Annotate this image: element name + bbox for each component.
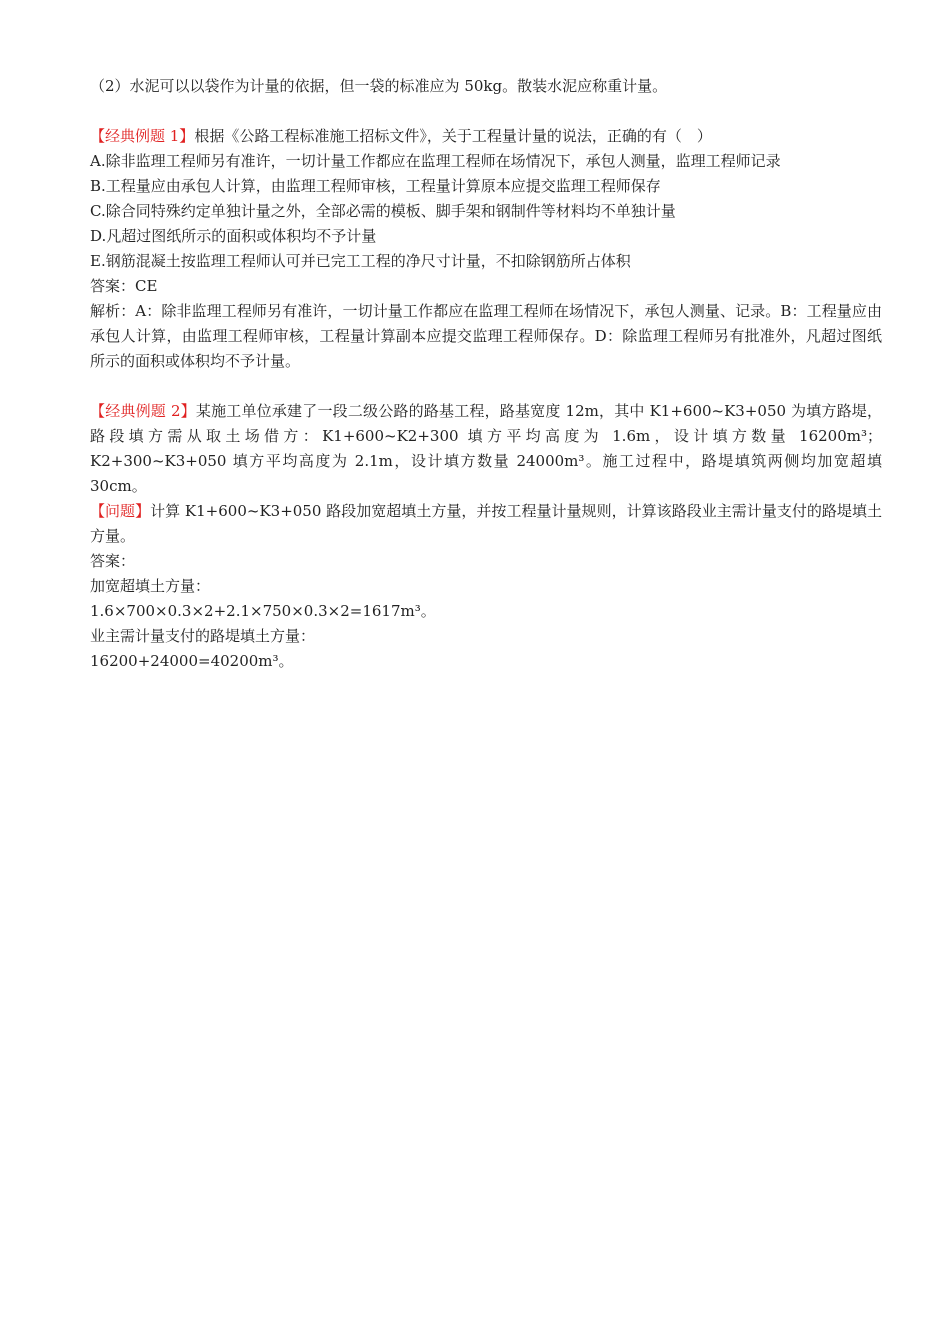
spacer: [90, 374, 882, 399]
document-page: [90, 74, 882, 674]
payment-formula: 16200+24000=40200m³。: [90, 652, 294, 670]
example-2: [90, 399, 882, 674]
example-1-tag: 【经典例题 1】: [90, 127, 195, 145]
question-tag: 【问题】: [90, 502, 151, 520]
option-d: D.凡超过图纸所示的面积或体积均不予计量: [90, 227, 377, 245]
example-2-question-paragraph: [90, 499, 882, 549]
example-1-answer: 答案：CE: [90, 277, 158, 295]
example-1-analysis: 解析：A：除非监理工程师另有准许，一切计量工作都应在监理工程师在场情况下，承包人测量、记录。B：工程量应由承包人计算，由监理工程师审核，工程量计算副本应提交监理工程师保存。D：除监理工程师另有批准外，凡超过图纸所示的面积或体积均不予计量。: [90, 302, 882, 370]
extra-fill-formula: 1.6×700×0.3×2+2.1×750×0.3×2=1617m³。: [90, 602, 436, 620]
cement-note: （2）水泥可以以袋作为计量的依据，但一袋的标准应为 50kg。散装水泥应称重计量。: [90, 77, 668, 95]
option-c: C.除合同特殊约定单独计量之外，全部必需的模板、脚手架和钢制件等材料均不单独计量: [90, 202, 676, 220]
extra-fill-label: 加宽超填土方量：: [90, 577, 211, 595]
example-1: [90, 124, 882, 374]
example-1-question-line: [90, 124, 882, 149]
example-2-stem-paragraph: [90, 399, 882, 499]
option-a: A.除非监理工程师另有准许，一切计量工作都应在监理工程师在场情况下，承包人测量，监理工程师记录: [90, 152, 781, 170]
example-2-answer-label: 答案：: [90, 552, 136, 570]
example-2-tag: 【经典例题 2】: [90, 402, 196, 420]
example-2-question: 计算 K1+600~K3+050 路段加宽超填土方量，并按工程量计量规则，计算该路段业主需计量支付的路堤填土方量。: [90, 502, 882, 545]
payment-label: 业主需计量支付的路堤填土方量：: [90, 627, 316, 645]
example-1-question: 根据《公路工程标准施工招标文件》，关于工程量计量的说法，正确的有（ ）: [194, 127, 712, 145]
option-e: E.钢筋混凝土按监理工程师认可并已完工工程的净尺寸计量，不扣除钢筋所占体积: [90, 252, 631, 270]
spacer: [90, 99, 882, 124]
example-2-stem: 某施工单位承建了一段二级公路的路基工程，路基宽度 12m，其中 K1+600~K3+050 为填方路堤，路段填方需从取土场借方：K1+600~K2+300 填方平均高度为 1.6m，设计填方数量 16200m³；K2+300~K3+050 填方平均高度为 2.1m，设计填方数量 24000m³。施工过程中，路堤填筑两侧均加宽超填 30cm。: [90, 402, 882, 495]
option-b: B.工程量应由承包人计算，由监理工程师审核，工程量计算原本应提交监理工程师保存: [90, 177, 661, 195]
